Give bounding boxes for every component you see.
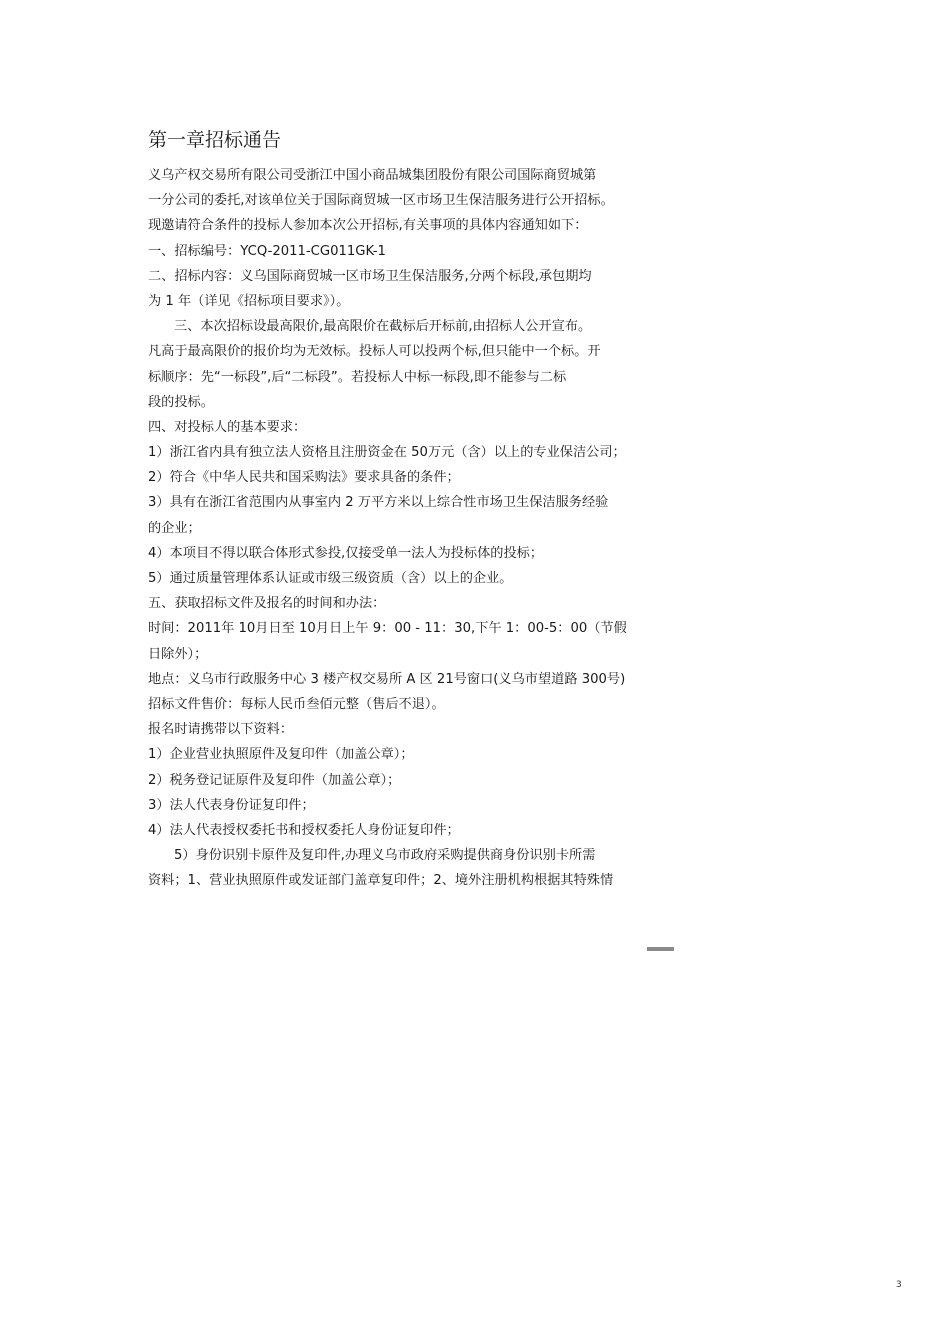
chapter-heading: 第一章招标通告 xyxy=(148,129,282,151)
body-line-price-limit: 三、本次招标设最高限价,最高限价在截标后开标前,由招标人公开宣布。 xyxy=(174,319,592,335)
body-line-registration-heading: 五、获取招标文件及报名的时间和办法： xyxy=(148,596,386,612)
body-line: 段的投标。 xyxy=(148,394,214,410)
page-divider-mark xyxy=(647,947,674,951)
body-line: 3）法人代表身份证复印件； xyxy=(148,797,315,813)
notice-body xyxy=(148,163,648,893)
body-line: 资料；1、营业执照原件或发证部门盖章复印件；2、境外注册机构根据其特殊情 xyxy=(148,873,614,889)
body-line: 2）税务登记证原件及复印件（加盖公章）； xyxy=(148,772,401,788)
page-number: 3 xyxy=(896,1280,902,1290)
body-line: 3）具有在浙江省范围内从事室内 2 万平方米以上综合性市场卫生保洁服务经验 xyxy=(148,495,609,511)
body-line: 5）通过质量管理体系认证或市级三级资质（含）以上的企业。 xyxy=(148,571,513,586)
body-line: 一分公司的委托,对该单位关于国际商贸城一区市场卫生保洁服务进行公开招标。 xyxy=(148,193,614,209)
body-line-location: 地点：义乌市行政服务中心 3 楼产权交易所 A 区 21号窗口(义乌市望道路 300号) xyxy=(148,671,626,687)
body-line-price: 招标文件售价：每标人民币叁佰元整（售后不退）。 xyxy=(148,696,445,712)
body-line: 的企业； xyxy=(148,520,201,536)
body-line: 5）身份识别卡原件及复印件,办理义乌市政府采购提供商身份识别卡所需 xyxy=(174,848,596,864)
body-line: 4）法人代表授权委托书和授权委托人身份证复印件； xyxy=(148,822,460,838)
body-line: 1）企业营业执照原件及复印件（加盖公章）； xyxy=(148,747,414,763)
body-line-bid-number: 一、招标编号：YCQ-2011-CG011GK-1 xyxy=(148,243,386,259)
body-line: 为 1 年（详见《招标项目要求》）。 xyxy=(148,293,350,309)
body-line: 标顺序：先“一标段”,后“二标段”。若投标人中标一标段,即不能参与二标 xyxy=(148,369,567,385)
body-line: 凡高于最高限价的报价均为无效标。投标人可以投两个标,但只能中一个标。开 xyxy=(148,344,601,360)
body-line: 义乌产权交易所有限公司受浙江中国小商品城集团股份有限公司国际商贸城第 xyxy=(148,168,597,183)
body-line: 1）浙江省内具有独立法人资格且注册资金在 50万元（含）以上的专业保洁公司； xyxy=(148,445,626,461)
body-line-requirements-heading: 四、对投标人的基本要求： xyxy=(148,419,307,435)
body-line: 2）符合《中华人民共和国采购法》要求具备的条件； xyxy=(148,470,460,486)
body-line: 报名时请携带以下资料： xyxy=(148,722,294,738)
body-line-time: 时间：2011年 10月日至 10月日上午 9：00 - 11：30,下午 1：00-5：00（节假 xyxy=(148,621,627,637)
body-line: 日除外）； xyxy=(148,646,208,662)
body-line-bid-content: 二、招标内容：义乌国际商贸城一区市场卫生保洁服务,分两个标段,承包期均 xyxy=(148,268,592,284)
body-line: 4）本项目不得以联合体形式参投,仅接受单一法人为投标体的投标； xyxy=(148,545,544,561)
body-line: 现邀请符合条件的投标人参加本次公开招标,有关事项的具体内容通知如下： xyxy=(148,218,588,234)
